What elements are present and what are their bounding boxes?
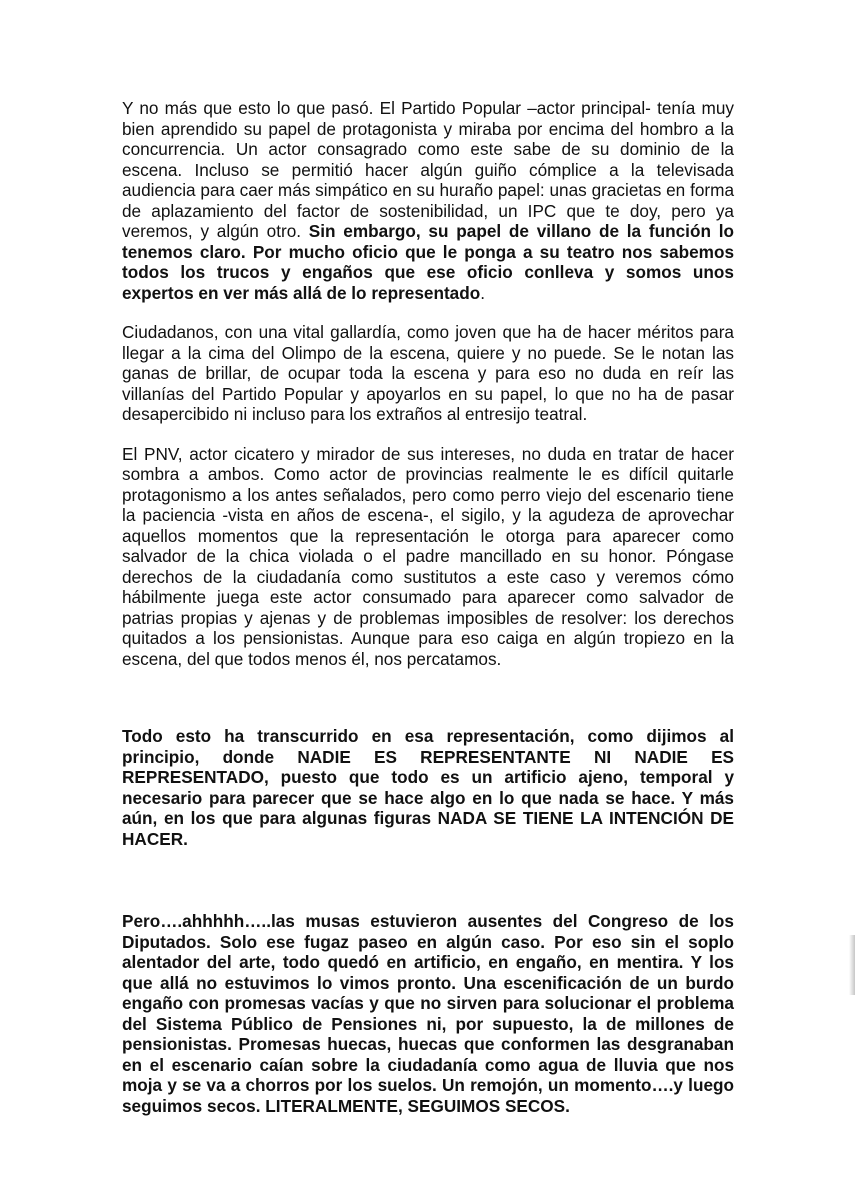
scroll-edge-shadow <box>849 935 855 995</box>
paragraph-spacer <box>122 669 734 726</box>
paragraph-1-end: . <box>480 282 486 303</box>
paragraph-spacer <box>122 425 734 444</box>
paragraph-pnv: El PNV, actor cicatero y mirador de sus intereses, no duda en tratar de hacer sombra a ambos. Como actor de provincias realmente le es difícil quitarle protagonismo a los antes señalados, pero como perro viejo del escenario tiene la paciencia -vista en años de escena-, el sigilo, y la agudeza de aprovechar aquellos momentos que la representación le otorga para aparecer como salvador de la chica violada o el padre mancillado en su honor. Póngase derechos de la ciudadanía como sustitutos a este caso y veremos cómo hábilmente juega este actor consumado para aparecer como salvador de patrias propias y ajenas y de problemas imposibles de resolver: los derechos quitados a los pensionistas. Aunque para eso caiga en algún tropiezo en la escena, del que todos menos él, nos percatamos. <box>122 443 734 669</box>
paragraph-representacion: Todo esto ha transcurrido en esa representación, como dijimos al principio, donde NADIE ES REPRESENTANTE NI NADIE ES REPRESENTADO, puesto que todo es un artificio ajeno, temporal y necesario para parecer que se hace algo en lo que nada se hace. Y más aún, en los que para algunas figuras NADA SE TIENE LA INTENCIÓN DE HACER. <box>122 726 734 849</box>
paragraph-1-bold-text: Sin embargo, su papel de villano de la función lo tenemos claro. Por mucho oficio que le ponga a su teatro nos sabemos todos los trucos y engaños que ese oficio conlleva y somos unos expertos en ver más allá de lo representado <box>122 221 734 303</box>
paragraph-1-normal-text: Y no más que esto lo que pasó. El Partido Popular –actor principal- tenía muy bien aprendido su papel de protagonista y miraba por encima del hombro a la concurrencia. Un actor consagrado como este sabe de su dominio de la escena. Incluso se permitió hacer algún guiño cómplice a la televisada audiencia para caer más simpático en su huraño papel: unas gracietas en forma de aplazamiento del factor de sostenibilidad, un IPC que te doy, pero ya veremos, y algún otro. <box>122 98 734 241</box>
paragraph-partido-popular <box>122 98 734 303</box>
paragraph-ciudadanos: Ciudadanos, con una vital gallardía, como joven que ha de hacer méritos para llegar a la cima del Olimpo de la escena, quiere y no puede. Se le notan las ganas de brillar, de ocupar toda la escena y para eso no duda en reír las villanías del Partido Popular y apoyarlos en su papel, lo que no ha de pasar desapercibido ni incluso para los extraños al entresijo teatral. <box>122 322 734 424</box>
paragraph-spacer <box>122 849 734 911</box>
paragraph-musas: Pero….ahhhhh…..las musas estuvieron ausentes del Congreso de los Diputados. Solo ese fugaz paseo en algún caso. Por eso sin el soplo alentador del arte, todo quedó en artificio, en engaño, en mentira. Y los que allá no estuvimos lo vimos pronto. Una escenificación de un burdo engaño con promesas vacías y que no sirven para solucionar el problema del Sistema Público de Pensiones ni, por supuesto, la de millones de pensionistas. Promesas huecas, huecas que conformen las desgranaban en el escenario caían sobre la ciudadanía como agua de lluvia que nos moja y se va a chorros por los suelos. Un remojón, un momento….y luego seguimos secos. LITERALMENTE, SEGUIMOS SECOS. <box>122 911 734 1116</box>
paragraph-spacer <box>122 303 734 322</box>
document-page <box>122 98 734 1116</box>
